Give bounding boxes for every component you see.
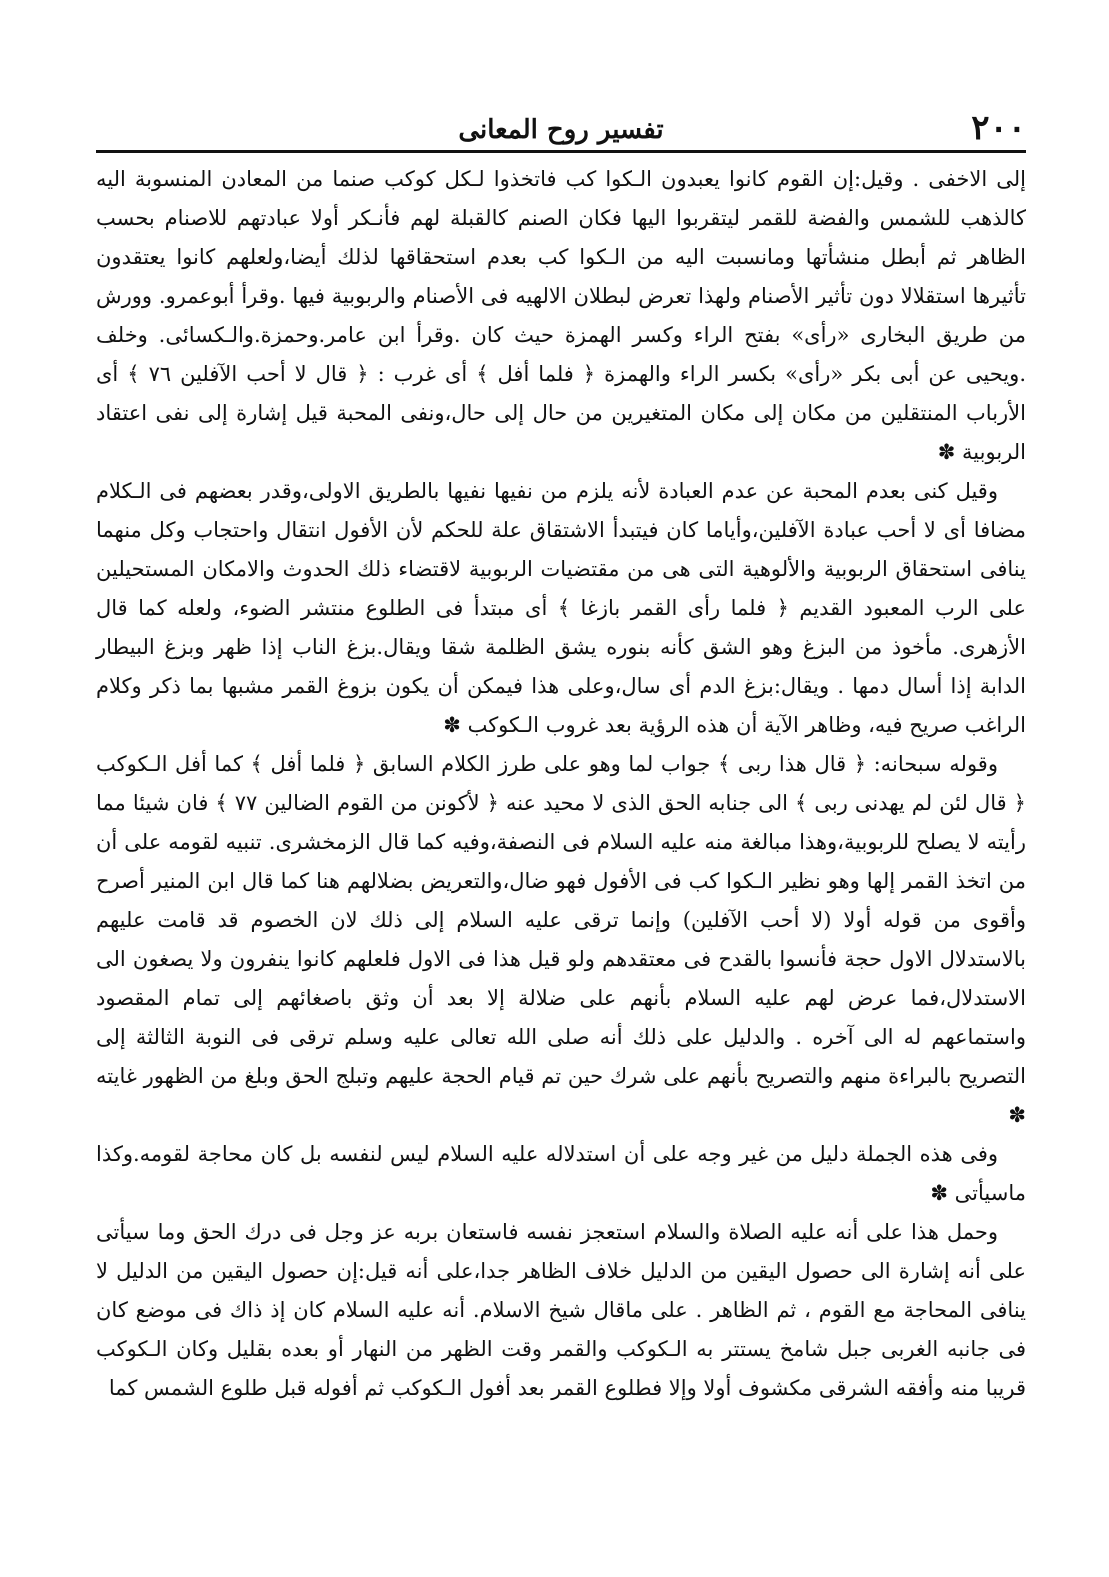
paragraph-5: وحمل هذا على أنه عليه الصلاة والسلام استعجز نفسه فاستعان بربه عز وجل فى درك الحق وما سيأتى على أنه إشارة الى حصول اليقين من الدليل خلاف الظاهر جدا،على أنه قيل:إن حصول اليقين من الدليل لا ينافى المحاجة مع القوم ، ثم الظاهر . على ماقال شيخ الاسلام. أنه عليه السلام كان إذ ذاك فى موضع كان فى جانبه الغربى جبل شامخ يستتر به الـكوكب والقمر وقت الظهر من النهار أو بعده بقليل وكان الـكوكب قريبا منه وأفقه الشرقى مكشوف أولا وإلا فطلوع القمر بعد أفول الـكوكب ثم أفوله قبل طلوع الشمس كما [96, 1220, 1026, 1400]
paragraph-3: وقوله سبحانه: ﴿ قال هذا ربى ﴾ جواب لما وهو على طرز الكلام السابق ﴿ فلما أفل ﴾ كما أفل الـكوكب ﴿ قال لئن لم يهدنى ربى ﴾ الى جنابه الحق الذى لا محيد عنه ﴿ لأكونن من القوم الضالين ٧٧ ﴾ فان شيئا مما رأيته لا يصلح للربوبية،وهذا مبالغة منه عليه السلام فى النصفة،وفيه كما قال الزمخشرى. تنبيه لقومه على أن من اتخذ القمر إلها وهو نظير الـكوا كب فى الأفول فهو ضال،والتعريض بضلالهم هنا كما قال ابن المنير أصرح وأقوى من قوله أولا (لا أحب الآفلين) وإنما ترقى عليه السلام إلى ذلك لان الخصوم قد قامت عليهم بالاستدلال الاول حجة فأنسوا بالقدح فى معتقدهم ولو قيل هذا فى الاول فلعلهم كانوا ينفرون ولا يصغون الى الاستدلال،فما عرض لهم عليه السلام بأنهم على ضلالة إلا بعد أن وثق باصغائهم إلى تمام المقصود واستماعهم له الى آخره . والدليل على ذلك أنه صلى الله تعالى عليه وسلم ترقى فى النوبة الثالثة إلى التصريح بالبراءة منهم والتصريح بأنهم على شرك حين تم قيام الحجة عليهم وتبلج الحق وبلغ من الظهور غايته ✽ [96, 752, 1026, 1127]
book-title: تفسير روح المعانى [458, 115, 664, 145]
paragraph-2: وقيل كنى بعدم المحبة عن عدم العبادة لأنه يلزم من نفيها نفيها بالطريق الاولى،وقدر بعضهم فى الـكلام مضافا أى لا أحب عبادة الآفلين،وأياما كان فيتبدأ الاشتقاق علة للحكم لأن الأفول انتقال واحتجاب وكل منهما ينافى استحقاق الربوبية والألوهية التى هى من مقتضيات الربوبية لاقتضاء ذلك الحدوث والامكان المستحيلين على الرب المعبود القديم ﴿ فلما رأى القمر بازغا ﴾ أى مبتدأ فى الطلوع منتشر الضوء، ولعله كما قال الأزهرى. مأخوذ من البزغ وهو الشق كأنه بنوره يشق الظلمة شقا ويقال.بزغ الناب إذا ظهر وبزغ البيطار الدابة إذا أسال دمها . ويقال:بزغ الدم أى سال،وعلى هذا فيمكن أن يكون بزوغ القمر مشبها بما ذكر وكلام الراغب صريح فيه، وظاهر الآية أن هذه الرؤية بعد غروب الـكوكب ✽ [96, 479, 1026, 737]
paragraph-1: إلى الاخفى . وقيل:إن القوم كانوا يعبدون الـكوا كب فاتخذوا لـكل كوكب صنما من المعادن المنسوبة اليه كالذهب للشمس والفضة للقمر ليتقربوا اليها فكان الصنم كالقبلة لهم فأنـكر أولا عبادتهم للاصنام بحسب الظاهر ثم أبطل منشأتها ومانسبت اليه من الـكوا كب بعدم استحقاقها لذلك أيضا،ولعلهم كانوا يعتقدون تأثيرها استقلالا دون تأثير الأصنام ولهذا تعرض لبطلان الالهيه فى الأصنام والربوبية فيها .وقرأ أبوعمرو. وورش من طريق البخارى «رأى» بفتح الراء وكسر الهمزة حيث كان .وقرأ ابن عامر.وحمزة.والـكسائى. وخلف .ويحيى عن أبى بكر «رأى» بكسر الراء والهمزة ﴿ فلما أفل ﴾ أى غرب : ﴿ قال لا أحب الآفلين ٧٦ ﴾ أى الأرباب المنتقلين من مكان إلى مكان المتغيرين من حال إلى حال،ونفى المحبة قيل إشارة إلى نفى اعتقاد الربوبية ✽ [96, 167, 1026, 464]
page-number: ٢٠٠ [971, 108, 1026, 148]
header-divider [96, 150, 1026, 153]
paragraph-4: وفى هذه الجملة دليل من غير وجه على أن استدلاله عليه السلام ليس لنفسه بل كان محاجة لقومه.وكذا ماسيأتى ✽ [96, 1142, 1026, 1205]
page-header [96, 108, 1026, 152]
body-text [96, 160, 1026, 1530]
